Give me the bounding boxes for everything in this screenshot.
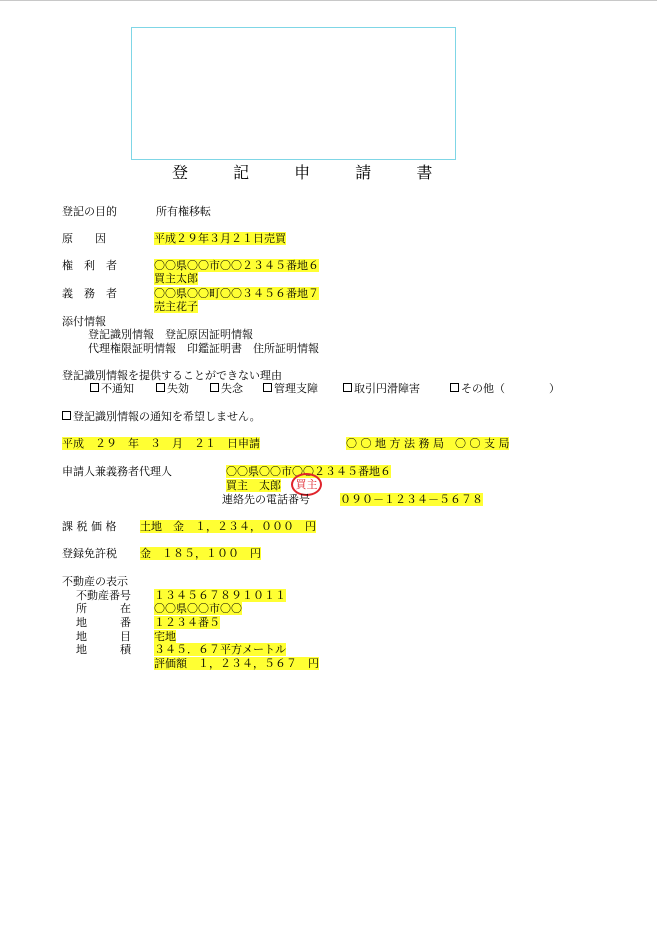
- property-row-label: 不動産番号: [76, 589, 131, 602]
- property-row-label: 地 目: [76, 630, 131, 643]
- obligor-label: 義 務 者: [62, 287, 117, 300]
- checkbox[interactable]: [156, 383, 165, 392]
- attachments-label: 添付情報: [62, 315, 106, 328]
- registry-office: 〇 〇 地 方 法 務 局 〇 〇 支 局: [346, 437, 510, 450]
- attachments-line-2: 代理権限証明情報 印鑑証明書 住所証明情報: [88, 342, 319, 355]
- right-holder-label: 権 利 者: [62, 259, 117, 272]
- revenue-stamp-area: [131, 27, 456, 160]
- property-row-value: １２３４番５: [154, 616, 220, 629]
- property-row-label: 地 番: [76, 616, 131, 629]
- property-row-value: ３４５．６７平方メートル: [154, 643, 286, 656]
- reason-label: 登記識別情報を提供することができない理由: [62, 369, 282, 382]
- checkbox[interactable]: [62, 411, 71, 420]
- attachments-line-1: 登記識別情報 登記原因証明情報: [88, 328, 253, 341]
- applicant-name: 買主 太郎: [226, 479, 281, 492]
- obligor-name: 売主花子: [154, 300, 198, 313]
- checkbox[interactable]: [343, 383, 352, 392]
- applicant-address: 〇〇県〇〇市〇〇２３４５番地６: [226, 465, 391, 478]
- purpose-value: 所有権移転: [156, 205, 211, 218]
- property-row-value: 〇〇県〇〇市〇〇: [154, 602, 242, 615]
- reason-option-4[interactable]: 管理支障: [263, 382, 318, 395]
- purpose-label: 登記の目的: [62, 205, 117, 218]
- reason-option-3[interactable]: 失念: [210, 382, 243, 395]
- obligor-address: 〇〇県〇〇町〇〇３４５６番地７: [154, 287, 319, 300]
- phone-label: 連絡先の電話番号: [222, 493, 310, 506]
- cause-value: 平成２９年３月２１日売買: [154, 232, 286, 245]
- property-row-value: 宅地: [154, 630, 176, 643]
- property-row-label: 所 在: [76, 602, 131, 615]
- applicant-label: 申請人兼義務者代理人: [62, 465, 172, 478]
- top-border: [0, 0, 657, 1]
- tax-base-value: 土地 金 １，２３４，０００ 円: [140, 520, 316, 533]
- reason-option-6[interactable]: その他（ ）: [450, 382, 560, 395]
- seal-stamp: 買主: [291, 473, 322, 496]
- phone-number: ０９０－１２３４－５６７８: [340, 493, 483, 506]
- right-holder-name: 買主太郎: [154, 272, 198, 285]
- tax-base-label: 課 税 価 格: [62, 520, 117, 533]
- property-row-value: １３４５６７８９１０１１: [154, 589, 286, 602]
- property-label: 不動産の表示: [62, 575, 128, 588]
- cause-label: 原 因: [62, 232, 106, 245]
- checkbox[interactable]: [263, 383, 272, 392]
- property-valuation: 評価額 １，２３４，５６７ 円: [154, 657, 319, 670]
- checkbox[interactable]: [210, 383, 219, 392]
- notice-wish[interactable]: 登記識別情報の通知を希望しません。: [62, 410, 261, 423]
- right-holder-address: 〇〇県〇〇市〇〇２３４５番地６: [154, 259, 319, 272]
- reason-option-1[interactable]: 不通知: [90, 382, 134, 395]
- reason-option-2[interactable]: 失効: [156, 382, 189, 395]
- application-date: 平成 ２９ 年 ３ 月 ２１ 日申請: [62, 437, 260, 450]
- checkbox[interactable]: [450, 383, 459, 392]
- registration-tax-label: 登録免許税: [62, 547, 117, 560]
- reason-option-5[interactable]: 取引円滑障害: [343, 382, 420, 395]
- document-title: 登 記 申 請 書: [172, 163, 453, 182]
- checkbox[interactable]: [90, 383, 99, 392]
- registration-tax-value: 金 １８５，１００ 円: [140, 547, 261, 560]
- property-row-label: 地 積: [76, 643, 131, 656]
